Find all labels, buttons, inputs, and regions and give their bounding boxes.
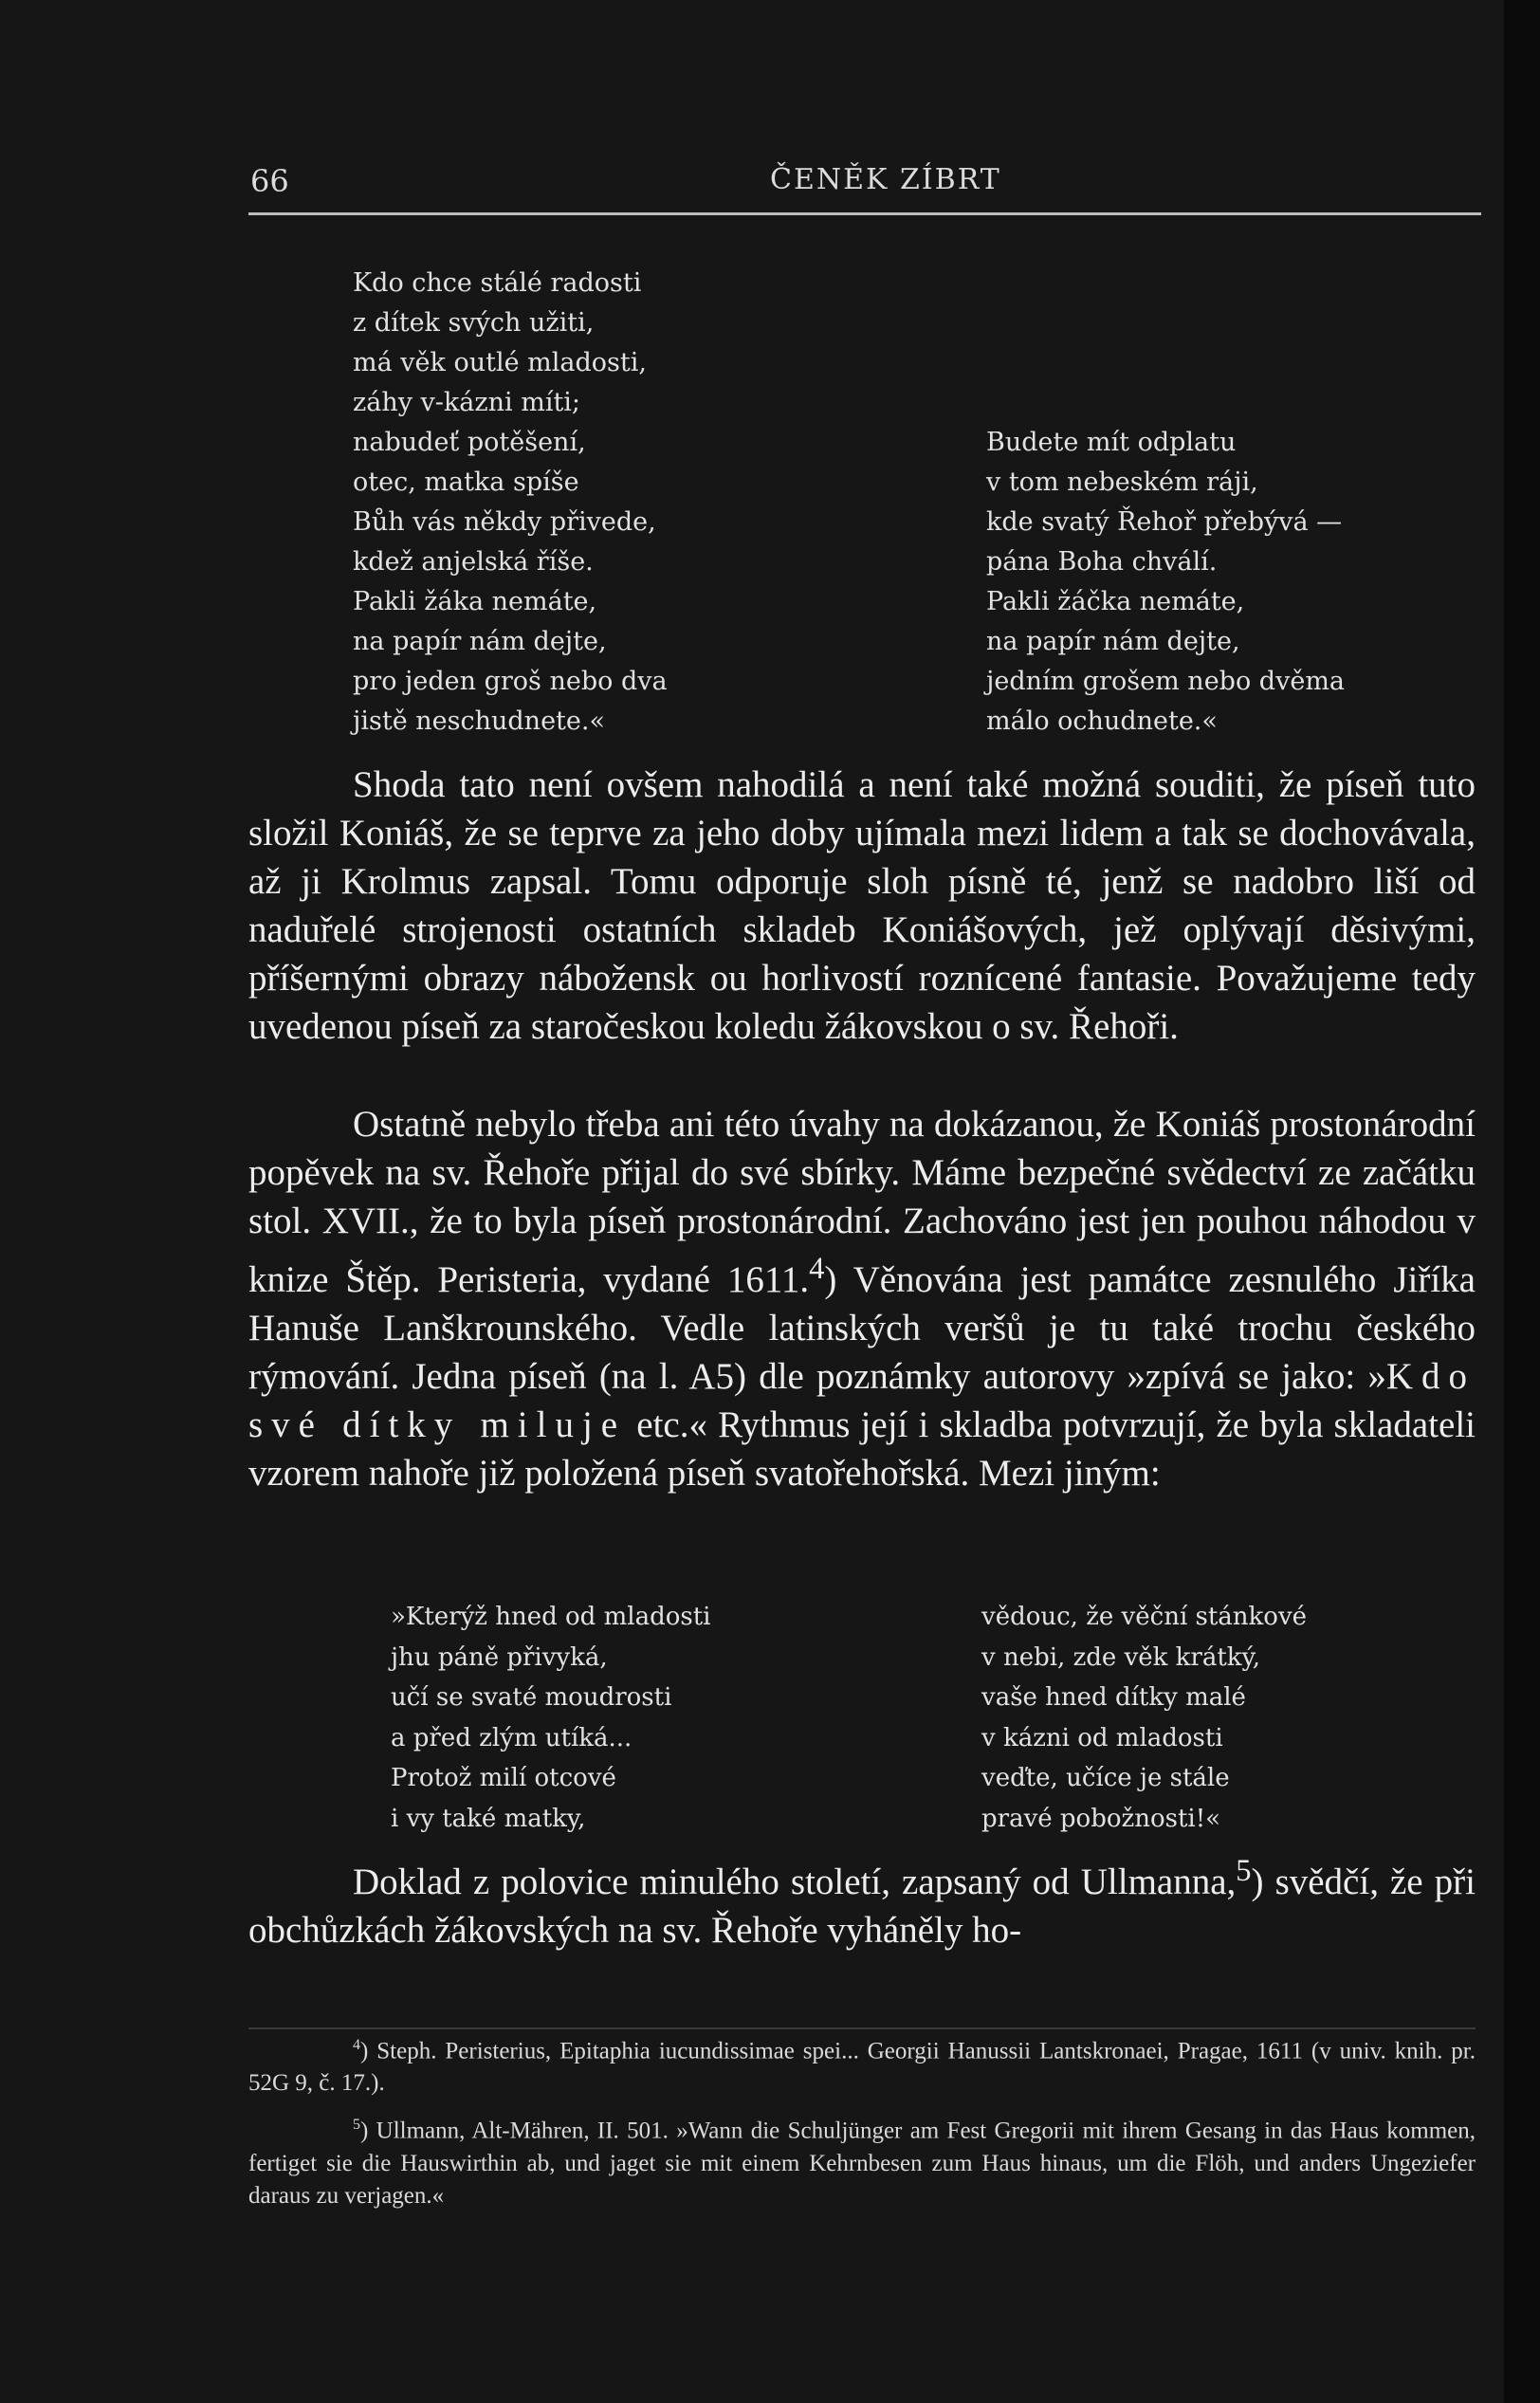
paragraph-text (248, 1847, 1476, 1954)
verse-line: kdež anjelská říše. (353, 547, 594, 577)
verse-line: Kdo chce stálé radosti (353, 268, 642, 298)
verse-line: málo ochudnete.« (986, 706, 1218, 736)
page-header (0, 163, 1540, 211)
body-paragraph-3 (248, 1847, 1476, 1954)
paragraph-text-part: ) svědčí, že při obchůzkách žákovských na sv. Řehoře vyháněly ho- (248, 1862, 1476, 1951)
paragraph-text (248, 1100, 1476, 1497)
body-paragraph-2 (248, 1100, 1476, 1497)
verse-line: vědouc, že věční stánkové (981, 1603, 1308, 1631)
verse-right-column (986, 423, 1345, 742)
footnote-ref: 5 (1236, 1854, 1252, 1888)
page-number: 66 (250, 163, 289, 199)
footnote-ref: 4 (809, 1252, 825, 1286)
footnote-mark: 5 (353, 2117, 360, 2134)
verse-line: Budete mít odplatu (986, 428, 1237, 457)
paragraph-text-part: etc.« Rythmus její i skladba potvrzují, že byla skladateli vzorem nahoře již položená píseň svatořehořská. Mezi jiným: (248, 1404, 1476, 1494)
paragraph-text: Shoda tato není ovšem nahodilá a není také možná souditi, že píseň tuto složil Koniáš, že se teprve za jeho doby ujímala mezi lidem a tak se dochovávala, až ji Krolmus zapsal. Tomu odporuje sloh písně té, jenž se nadobro liší od naduřelé strojenosti ostatních skladeb Koniášových, jež oplývají děsivými, příšernými obrazy nábožensk ou horlivostí roznícené fantasie. Považujeme tedy uvedenou píseň za staročeskou koledu žákovskou o sv. Řehoři. (248, 764, 1476, 1047)
verse-line: Bůh vás někdy přivede, (353, 507, 656, 537)
verse-line: na papír nám dejte, (986, 627, 1240, 656)
verse-line: vaše hned dítky malé (981, 1683, 1246, 1712)
verse-line: Pakli žáčka nemáte, (986, 587, 1245, 616)
paragraph-text-part: Doklad z polovice minulého století, zapsaný od Ullmanna, (353, 1862, 1237, 1902)
footnote-text: ) Steph. Peristerius, Epitaphia iucundissimae spei... Georgii Hanussii Lantskronaei, Pragae, 1611 (v univ. knih. pr. 52G 9, č. 17.). (248, 2038, 1476, 2097)
verse-line: otec, matka spíše (353, 468, 579, 497)
verse-line: pro jeden groš nebo dva (353, 667, 668, 696)
verse-line: a před zlým utíká... (391, 1723, 632, 1752)
verse-line: záhy v-kázni míti; (353, 388, 581, 417)
verse-line: v kázni od mladosti (981, 1723, 1223, 1752)
verse2-right-column (981, 1597, 1307, 1839)
verse-line: pravé pobožnosti!« (981, 1804, 1221, 1833)
running-title: ČENĚK ZÍBRT (770, 163, 1001, 196)
verse2-left-column (391, 1597, 710, 1839)
paragraph-text-part: Ostatně nebylo třeba ani této úvahy na dokázanou, že Koniáš prostonárodní popěvek na sv. Řehoře přijal do své sbírky. Máme bezpečné svědectví ze začátku stol. XVII., že to byla píseň prostonárodní. Zachováno jest jen pouhou náhodou v knize Štěp. Peristeria, vydané 1611. (248, 1104, 1476, 1300)
verse-line: Protož milí otcové (391, 1764, 616, 1792)
verse-line: má věk outlé mladosti, (353, 348, 647, 377)
verse-line: veďte, učíce je stále (981, 1764, 1230, 1792)
verse-line: v tom nebeském ráji, (986, 468, 1258, 497)
page-edge-shadow (1504, 0, 1540, 2403)
verse-left-column (353, 264, 668, 742)
verse-line: jedním grošem nebo dvěma (986, 667, 1346, 696)
verse-line: Pakli žáka nemáte, (353, 587, 597, 616)
footnote-5 (248, 2109, 1476, 2211)
verse-line: na papír nám dejte, (353, 627, 607, 656)
header-rule (248, 212, 1481, 215)
body-paragraph-1 (248, 761, 1476, 1051)
spaced-quote: Kdo své dítky miluje (248, 1356, 1476, 1445)
footnote-4 (248, 2029, 1476, 2100)
verse-line: nabudeť potěšení, (353, 428, 586, 457)
verse-line: z dítek svých užiti, (353, 308, 595, 338)
footnotes (248, 2027, 1476, 2212)
verse-line: učí se svaté moudrosti (391, 1683, 672, 1712)
verse-line: jistě neschudnete.« (353, 706, 605, 736)
verse-line: v nebi, zde věk krátký, (981, 1642, 1261, 1672)
verse-line: kde svatý Řehoř přebývá — (986, 507, 1343, 537)
verse-line: »Kterýž hned od mladosti (391, 1603, 711, 1631)
verse-line: pána Boha chválí. (986, 547, 1218, 577)
footnote-text: ) Ullmann, Alt-Mähren, II. 501. »Wann die Schuljünger am Fest Gregorii mit ihrem Gesang in das Haus kommen, fertiget sie die Hauswirthin ab, und jaget sie mit einem Kehrnbesen zum Haus hinaus, um die Flöh, und anders Ungeziefer daraus zu verjagen.« (248, 2118, 1476, 2209)
footnote-mark: 4 (353, 2037, 360, 2053)
paragraph-text-part: ) Věnována jest památce zesnulého Jiříka Hanuše Lanškrounského. Vedle latinských veršů je tu také trochu českého rýmování. Jedna píseň (na l. A5) dle poznámky autorovy »zpívá se jako: » (248, 1259, 1476, 1397)
verse-line: jhu páně přivyká, (391, 1642, 608, 1672)
verse-line: i vy také matky, (391, 1804, 586, 1833)
